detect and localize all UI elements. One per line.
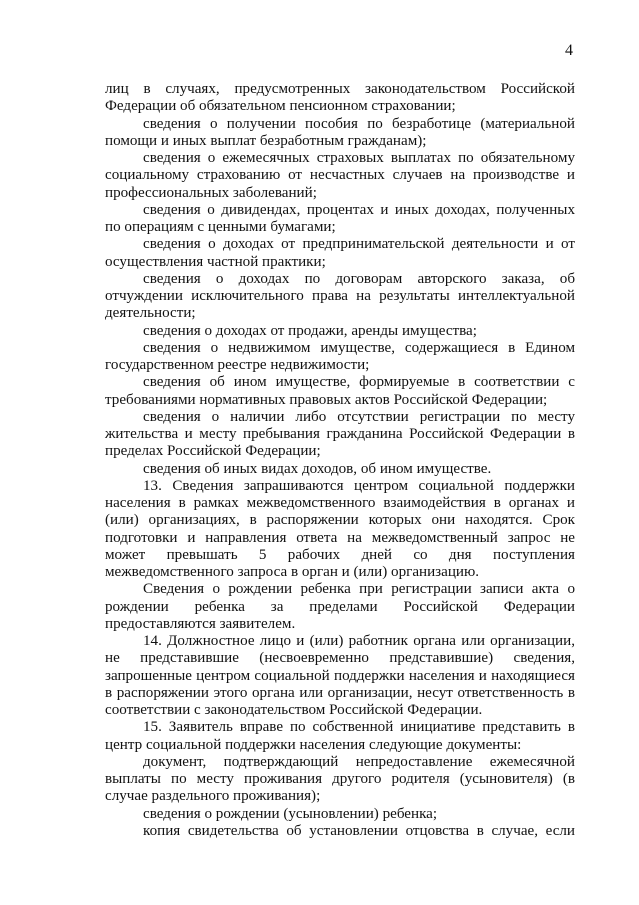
paragraph-business-income: сведения о доходах от предпринимательской деятельности и от осуществления частной практики; [105, 236, 575, 270]
paragraph-property-sale-rent: сведения о доходах от продажи, аренды имущества; [143, 322, 477, 339]
paragraph-item-14: 14. Должностное лицо и (или) работник органа или организации, не представившие (несвоевременно представившие) сведения, запрошенные центром социальной поддержки населения и находящиеся в распоряжении этого органа или организации, несут ответственность в соответствии с законодательством Российской Федерации. [105, 633, 575, 718]
paragraph-item-15: 15. Заявитель вправе по собственной инициативе представить в центр социальной поддержки населения следующие документы: [105, 719, 575, 753]
paragraph-item-13: 13. Сведения запрашиваются центром социальной поддержки населения в рамках межведомственного взаимодействия в органах и (или) организациях, в распоряжении которых они находятся. Срок подготовки и направления ответа на межведомственный запрос не может превышать 5 рабочих дней со дня поступления межведомственного запроса в орган и (или) организацию. [105, 477, 575, 580]
page-number: 4 [565, 42, 573, 59]
paragraph-insurance-payments: сведения о ежемесячных страховых выплатах по обязательному социальному страхованию от несчастных случаев на производстве и профессиональных заболеваний; [105, 150, 575, 201]
body-text [105, 81, 575, 840]
paragraph-dividends: сведения о дивидендах, процентах и иных доходах, полученных по операциям с ценными бумагами; [105, 201, 575, 235]
paragraph-other-income: сведения об иных видах доходов, об ином имуществе. [143, 460, 492, 477]
paragraph-other-property: сведения об ином имуществе, формируемые в соответствии с требованиями нормативных правовых актов Российской Федерации; [105, 374, 575, 408]
paragraph-birth-abroad: Сведения о рождении ребенка при регистрации записи акта о рождении ребенка за пределами Российской Федерации предоставляются заявителем. [105, 581, 575, 632]
paragraph-paternity-certificate: копия свидетельства об установлении отцовства в случае, если [143, 822, 575, 839]
paragraph-unemployment-benefit: сведения о получении пособия по безработице (материальной помощи и иных выплат безработным гражданам); [105, 115, 575, 149]
paragraph-author-contracts: сведения о доходах по договорам авторского заказа, об отчуждении исключительного права на результаты интеллектуальной деятельности; [105, 270, 575, 322]
paragraph-other-parent-document: документ, подтверждающий непредоставление ежемесячной выплаты по месту проживания другого родителя (усыновителя) (в случае раздельного проживания); [105, 753, 575, 805]
paragraph-birth-adoption: сведения о рождении (усыновлении) ребенка; [143, 805, 438, 822]
paragraph-registration: сведения о наличии либо отсутствии регистрации по месту жительства и месту пребывания гражданина Российской Федерации в пределах Российской Федерации; [105, 408, 575, 460]
paragraph-real-estate: сведения о недвижимом имуществе, содержащиеся в Едином государственном реестре недвижимости; [105, 339, 575, 373]
paragraph-pension-insurance: лиц в случаях, предусмотренных законодательством Российской Федерации об обязательном пенсионном страховании; [105, 81, 575, 115]
